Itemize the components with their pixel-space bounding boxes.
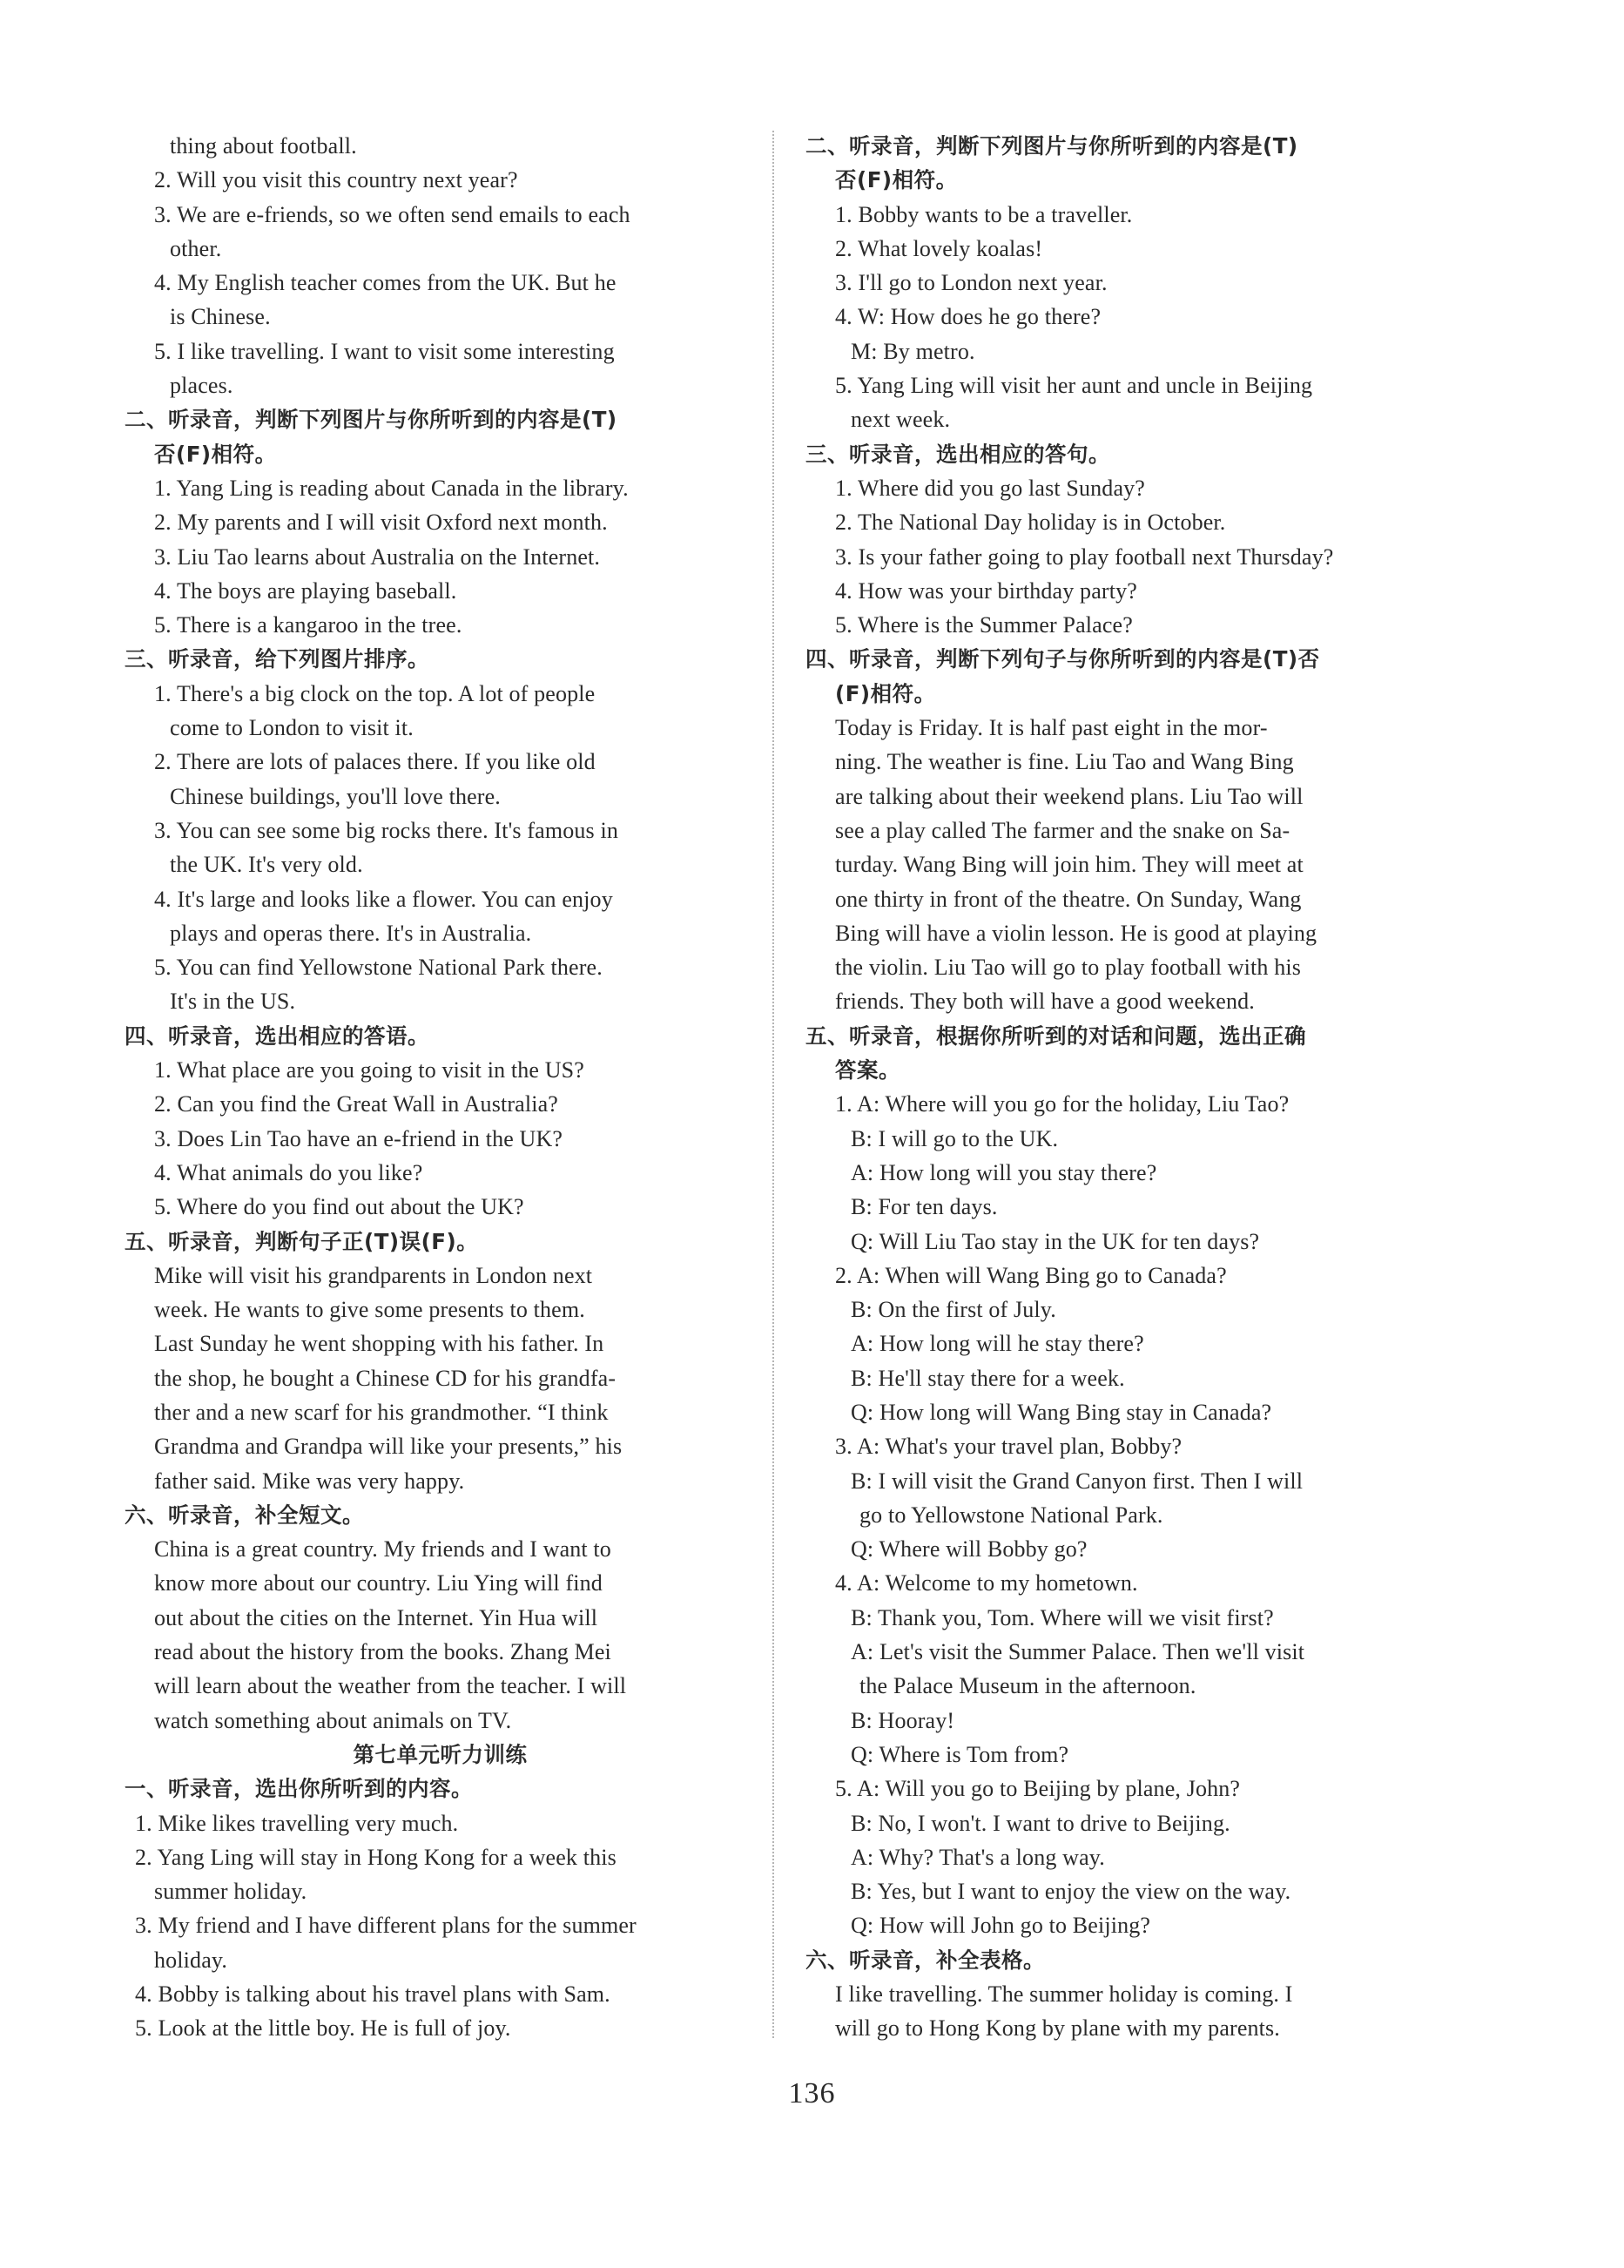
text-line: father said. Mike was very happy. [154, 1468, 465, 1494]
section-heading: 四、听录音，判断下列句子与你所听到的内容是(T)否 [805, 646, 1320, 672]
text-line: 2. What lovely koalas! [835, 235, 1043, 261]
text-line: ning. The weather is fine. Liu Tao and Wang Bing [835, 749, 1294, 775]
text-line: B: I will visit the Grand Canyon first. Then I will [851, 1468, 1304, 1494]
text-line: 2. There are lots of palaces there. If you like old [154, 749, 596, 775]
text-line: see a play called The farmer and the snake on Sa- [835, 817, 1290, 843]
text-line: plays and operas there. It's in Australia. [170, 920, 532, 946]
text-line: Bing will have a violin lesson. He is good at playing [835, 920, 1317, 946]
text-line: 5. Where is the Summer Palace? [835, 612, 1133, 638]
section-heading: 六、听录音，补全短文。 [125, 1502, 364, 1528]
text-line: 2. Will you visit this country next year? [154, 167, 518, 193]
text-line: 2. My parents and I will visit Oxford next month. [154, 510, 608, 536]
text-line: 2. The National Day holiday is in October. [835, 510, 1226, 536]
text-line: week. He wants to give some presents to them. [154, 1297, 585, 1323]
text-line: the Palace Museum in the afternoon. [859, 1673, 1196, 1699]
text-line: 3. You can see some big rocks there. It's famous in [154, 817, 618, 843]
text-line: 4. How was your birthday party? [835, 577, 1137, 604]
text-line: Mike will visit his grandparents in London next [154, 1262, 593, 1288]
text-line: Today is Friday. It is half past eight in the mor- [835, 715, 1268, 741]
text-line: 4. What animals do you like? [154, 1159, 423, 1185]
text-line: will learn about the weather from the teacher. I will [154, 1673, 627, 1699]
text-line: Chinese buildings, you'll love there. [170, 783, 501, 809]
text-line: thing about football. [170, 133, 357, 159]
text-line: B: Yes, but I want to enjoy the view on the way. [851, 1879, 1291, 1905]
text-line: read about the history from the books. Zhang Mei [154, 1639, 611, 1665]
left-column [125, 129, 756, 2046]
text-line: are talking about their weekend plans. Liu Tao will [835, 783, 1304, 809]
text-line: 1. Yang Ling is reading about Canada in the library. [154, 475, 629, 501]
text-line: next week. [851, 407, 951, 433]
text-line: 5. You can find Yellowstone National Park there. [154, 955, 603, 981]
section-heading: 三、听录音，给下列图片排序。 [125, 646, 429, 672]
text-line: 3. I'll go to London next year. [835, 270, 1108, 296]
section-heading: 五、听录音，判断句子正(T)误(F)。 [125, 1228, 479, 1254]
text-line: is Chinese. [170, 304, 271, 330]
text-line: B: For ten days. [851, 1194, 998, 1220]
section-heading: (F)相符。 [835, 680, 936, 706]
text-line: B: On the first of July. [851, 1297, 1056, 1323]
text-line: 1. Where did you go last Sunday? [835, 475, 1145, 501]
text-line: know more about our country. Liu Ying will find [154, 1570, 603, 1596]
text-line: go to Yellowstone National Park. [859, 1502, 1163, 1528]
text-line: A: Why? That's a long way. [851, 1844, 1105, 1870]
text-line: 5. A: Will you go to Beijing by plane, John? [835, 1776, 1241, 1802]
text-line: 4. A: Welcome to my hometown. [835, 1570, 1138, 1596]
text-line: A: Let's visit the Summer Palace. Then we'll visit [851, 1639, 1305, 1665]
text-line: ther and a new scarf for his grandmother. “I think [154, 1399, 609, 1425]
section-heading: 第七单元听力训练 [353, 1741, 528, 1767]
text-line: out about the cities on the Internet. Yin Hua will [154, 1604, 598, 1630]
section-heading: 二、听录音，判断下列图片与你所听到的内容是(T) [125, 407, 617, 433]
text-line: one thirty in front of the theatre. On Sunday, Wang [835, 886, 1302, 912]
text-line: 3. My friend and I have different plans for the summer [135, 1913, 637, 1939]
text-line: 2. Can you find the Great Wall in Australia? [154, 1091, 558, 1117]
text-line: will go to Hong Kong by plane with my parents. [835, 2015, 1280, 2042]
page-number: 136 [788, 2077, 836, 2109]
section-heading: 五、听录音，根据你所听到的对话和问题，选出正确 [805, 1023, 1306, 1049]
text-line: 1. Mike likes travelling very much. [135, 1810, 459, 1836]
text-line: 2. A: When will Wang Bing go to Canada? [835, 1262, 1227, 1288]
text-line: the UK. It's very old. [170, 852, 363, 878]
text-line: B: Thank you, Tom. Where will we visit first? [851, 1604, 1274, 1630]
section-heading: 一、听录音，选出你所听到的内容。 [125, 1776, 473, 1802]
text-line: Q: Where is Tom from? [851, 1741, 1069, 1767]
text-line: B: I will go to the UK. [851, 1125, 1059, 1151]
text-line: places. [170, 373, 233, 399]
text-line: 1. Bobby wants to be a traveller. [835, 201, 1133, 227]
text-line: 5. I like travelling. I want to visit some interesting [154, 338, 615, 364]
text-line: A: How long will he stay there? [851, 1331, 1144, 1357]
text-line: 4. W: How does he go there? [835, 304, 1102, 330]
text-line: 1. What place are you going to visit in the US? [154, 1057, 584, 1083]
text-line: other. [170, 235, 222, 261]
text-line: 5. Yang Ling will visit her aunt and uncle in Beijing [835, 373, 1313, 399]
text-line: Last Sunday he went shopping with his father. In [154, 1331, 604, 1357]
text-line: 3. A: What's your travel plan, Bobby? [835, 1434, 1183, 1460]
text-line: the violin. Liu Tao will go to play football with his [835, 955, 1301, 981]
text-line: the shop, he bought a Chinese CD for his grandfa- [154, 1365, 617, 1391]
section-heading: 六、听录音，补全表格。 [805, 1947, 1045, 1973]
text-line: It's in the US. [170, 989, 296, 1015]
text-line: M: By metro. [851, 338, 975, 364]
text-line: 3. We are e-friends, so we often send emails to each [154, 201, 630, 227]
text-line: B: He'll stay there for a week. [851, 1365, 1125, 1391]
text-line: 2. Yang Ling will stay in Hong Kong for a week this [135, 1844, 617, 1870]
section-heading: 四、听录音，选出相应的答语。 [125, 1023, 429, 1049]
text-line: 4. It's large and looks like a flower. You can enjoy [154, 886, 613, 912]
text-line: Grandma and Grandpa will like your presents,” his [154, 1434, 623, 1460]
text-line: 3. Is your father going to play football next Thursday? [835, 543, 1334, 570]
text-line: watch something about animals on TV. [154, 1707, 512, 1733]
text-line: China is a great country. My friends and I want to [154, 1536, 611, 1563]
section-heading: 否(F)相符。 [154, 441, 277, 467]
text-line: friends. They both will have a good weekend. [835, 989, 1255, 1015]
right-column [805, 129, 1437, 2046]
section-heading: 否(F)相符。 [835, 167, 958, 193]
text-line: 1. A: Where will you go for the holiday, Liu Tao? [835, 1091, 1290, 1117]
section-heading: 二、听录音，判断下列图片与你所听到的内容是(T) [805, 133, 1298, 159]
text-line: B: Hooray! [851, 1707, 955, 1733]
text-line: 3. Liu Tao learns about Australia on the Internet. [154, 543, 601, 570]
text-line: 4. The boys are playing baseball. [154, 577, 457, 604]
text-line: 4. My English teacher comes from the UK. But he [154, 270, 617, 296]
text-line: 3. Does Lin Tao have an e-friend in the UK? [154, 1125, 563, 1151]
section-heading: 答案。 [835, 1057, 900, 1083]
text-line: summer holiday. [154, 1879, 307, 1905]
text-line: 1. There's a big clock on the top. A lot of people [154, 680, 596, 706]
text-line: 5. Where do you find out about the UK? [154, 1194, 524, 1220]
text-line: Q: How long will Wang Bing stay in Canada? [851, 1399, 1272, 1425]
section-heading: 三、听录音，选出相应的答句。 [805, 441, 1110, 467]
text-line: 5. There is a kangaroo in the tree. [154, 612, 462, 638]
text-line: B: No, I won't. I want to drive to Beijing. [851, 1810, 1230, 1836]
text-line: turday. Wang Bing will join him. They will meet at [835, 852, 1304, 878]
text-line: I like travelling. The summer holiday is coming. I [835, 1981, 1293, 2008]
text-line: Q: How will John go to Beijing? [851, 1913, 1151, 1939]
text-line: 5. Look at the little boy. He is full of joy. [135, 2015, 511, 2042]
text-line: come to London to visit it. [170, 715, 414, 741]
text-line: A: How long will you stay there? [851, 1159, 1157, 1185]
column-divider [772, 131, 774, 2038]
text-line: 4. Bobby is talking about his travel plans with Sam. [135, 1981, 610, 2008]
text-line: Q: Where will Bobby go? [851, 1536, 1088, 1563]
text-line: holiday. [154, 1947, 227, 1973]
text-line: Q: Will Liu Tao stay in the UK for ten days? [851, 1228, 1260, 1254]
